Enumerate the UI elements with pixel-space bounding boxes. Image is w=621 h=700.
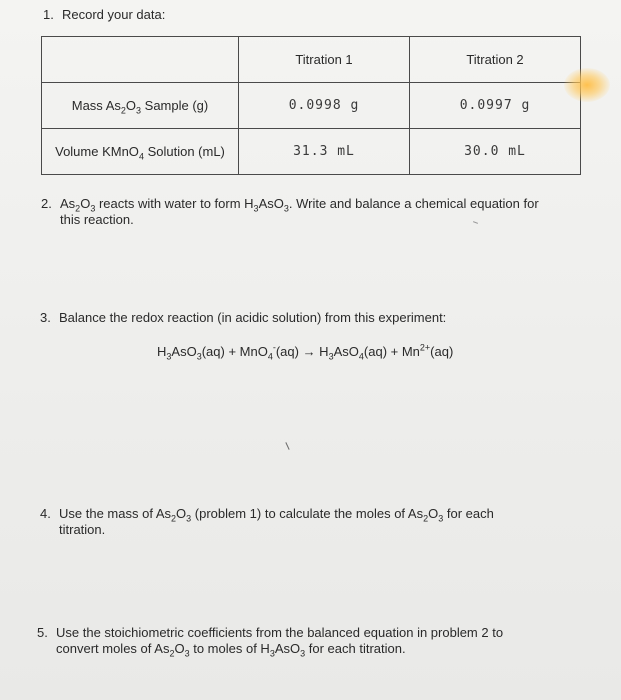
- question-number: 1.: [43, 7, 54, 22]
- question-text: Balance the redox reaction (in acidic solution) from this experiment:: [59, 310, 447, 325]
- row-label-volume: Volume KMnO$_4$ Solution (mL): [42, 129, 239, 175]
- light-glare: [564, 68, 610, 102]
- redox-equation: $H_3AsO_3(aq) + MnO_4^-(aq) \to H_3AsO_4(aq) + Mn^{2+}(aq)$: [157, 342, 454, 362]
- volume-titration-2-value: 30.0 mL: [410, 129, 581, 175]
- data-table: [41, 36, 581, 175]
- pencil-mark: [285, 442, 289, 450]
- question-number: 3.: [40, 310, 51, 325]
- table-row-volume: [42, 129, 581, 175]
- question-text: Use the mass of $As_2O_3$ (problem 1) to calculate the moles of $As_2O_3$ for each titration.: [59, 506, 494, 537]
- row-label-mass: Mass $As_2O_3$ Sample (g): [42, 83, 239, 129]
- question-number: 5.: [37, 625, 48, 640]
- question-number: 2.: [41, 196, 52, 211]
- mass-titration-1-value: 0.0998 g: [239, 83, 410, 129]
- table-header-empty: [42, 37, 239, 83]
- table-header-titration-2: Titration 2: [410, 37, 581, 83]
- volume-titration-1-value: 31.3 mL: [239, 129, 410, 175]
- mass-titration-2-value: 0.0997 g: [410, 83, 581, 129]
- question-number: 4.: [40, 506, 51, 521]
- question-text: Record your data:: [62, 7, 166, 22]
- question-text: $As_2O_3$ reacts with water to form $H_3AsO_3$. Write and balance a chemical equation for this reaction.: [60, 196, 539, 227]
- table-header-titration-1: Titration 1: [239, 37, 410, 83]
- table-row-mass: [42, 83, 581, 129]
- table-header-row: [42, 37, 581, 83]
- question-text: Use the stoichiometric coefficients from the balanced equation in problem 2 to convert moles of $As_2O_3$ to moles of $H_3AsO_3$ for each titration.: [56, 625, 504, 659]
